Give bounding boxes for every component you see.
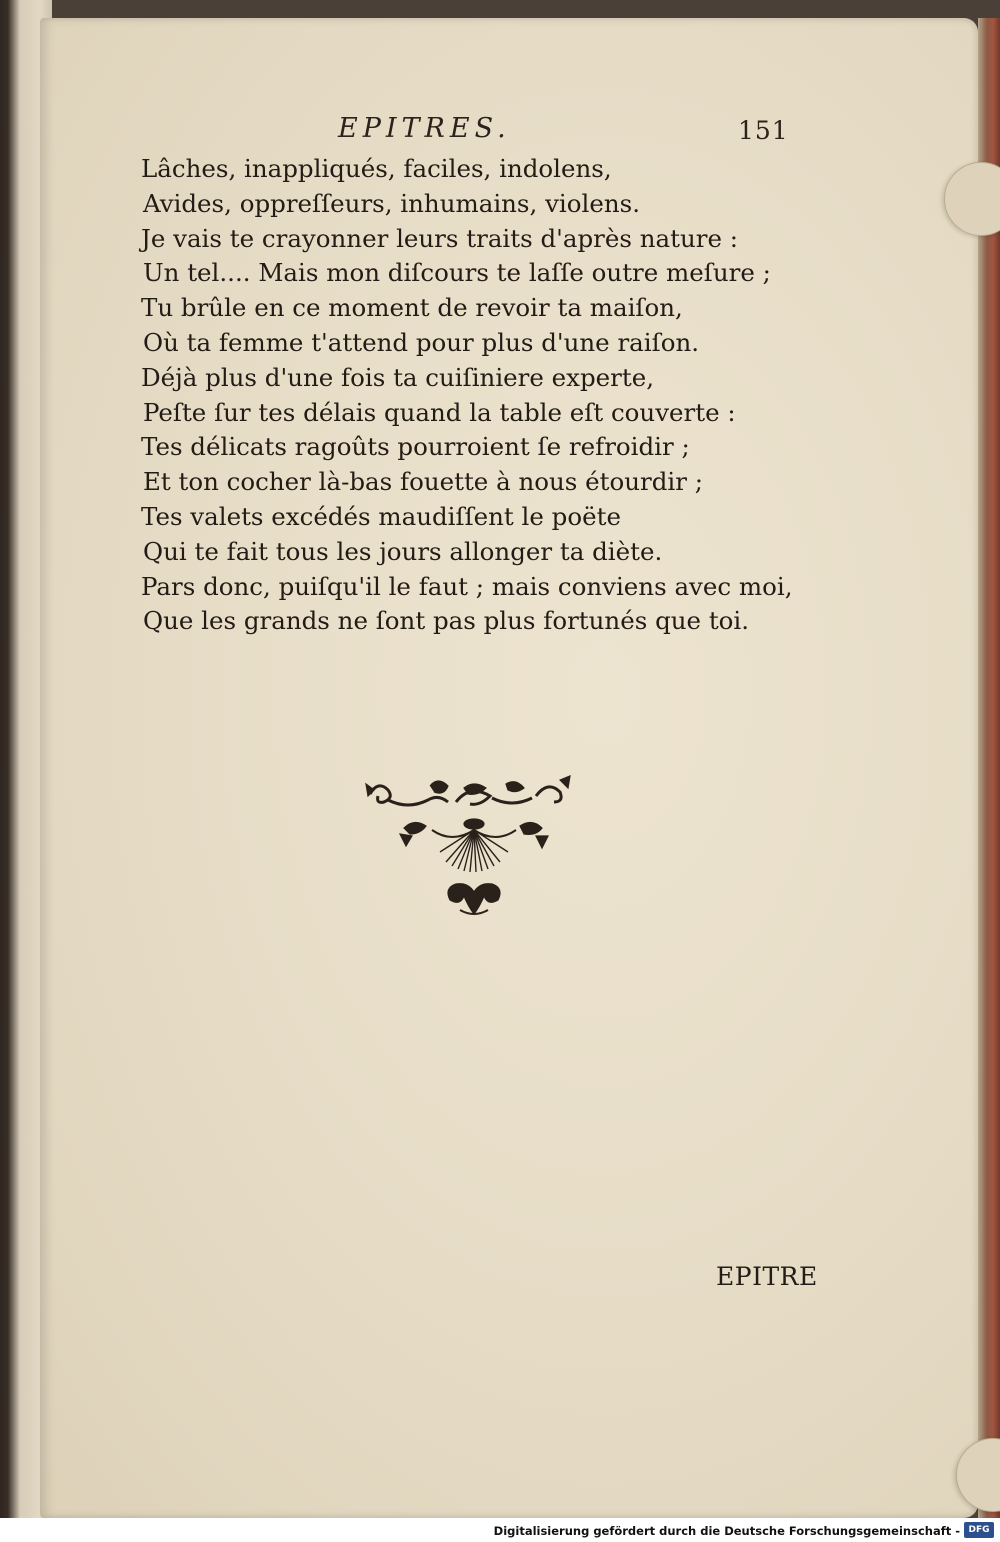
verse-line: Je vais te crayonner leurs traits d'après nature : <box>141 223 739 253</box>
verse-line: Un tel.... Mais mon diſcours te laſſe outre meſure ; <box>143 258 771 288</box>
verse-line: Avides, oppreſſeurs, inhumains, violens. <box>143 188 640 218</box>
verse-line: Tu brûle en ce moment de revoir ta maiſon, <box>141 293 683 323</box>
verse-line: Déjà plus d'une fois ta cuiſiniere experte, <box>141 362 655 392</box>
digitization-credit: Digitalisierung gefördert durch die Deutsche Forschungsgemeinschaft - <box>493 1524 960 1538</box>
verse-line: Tes valets excédés maudiſſent le poëte <box>141 501 621 531</box>
right-book-edge <box>978 18 1000 1518</box>
running-head: EPITRES. <box>338 113 511 144</box>
verse-line: Et ton cocher là-bas fouette à nous étourdir ; <box>143 467 704 497</box>
verse-block <box>141 152 793 639</box>
verse-line: Qui te fait tous les jours allonger ta diète. <box>143 536 663 566</box>
floral-vignette-icon <box>360 772 588 920</box>
catchword: EPITRE <box>716 1262 818 1291</box>
verse-line: Où ta femme t'attend pour plus d'une raiſon. <box>143 327 700 357</box>
verse-line: Peſte ſur tes délais quand la table eſt couverte : <box>143 397 736 427</box>
verse-line: Pars donc, puiſqu'il le faut ; mais conviens avec moi, <box>141 571 793 601</box>
dfg-logo: DFG <box>964 1522 994 1538</box>
verse-line: Lâches, inappliqués, faciles, indolens, <box>141 154 612 183</box>
verse-line: Que les grands ne ſont pas plus fortunés que toi. <box>143 606 750 636</box>
page-number: 151 <box>738 116 789 145</box>
verse-line: Tes délicats ragoûts pourroient ſe refroidir ; <box>141 432 690 462</box>
